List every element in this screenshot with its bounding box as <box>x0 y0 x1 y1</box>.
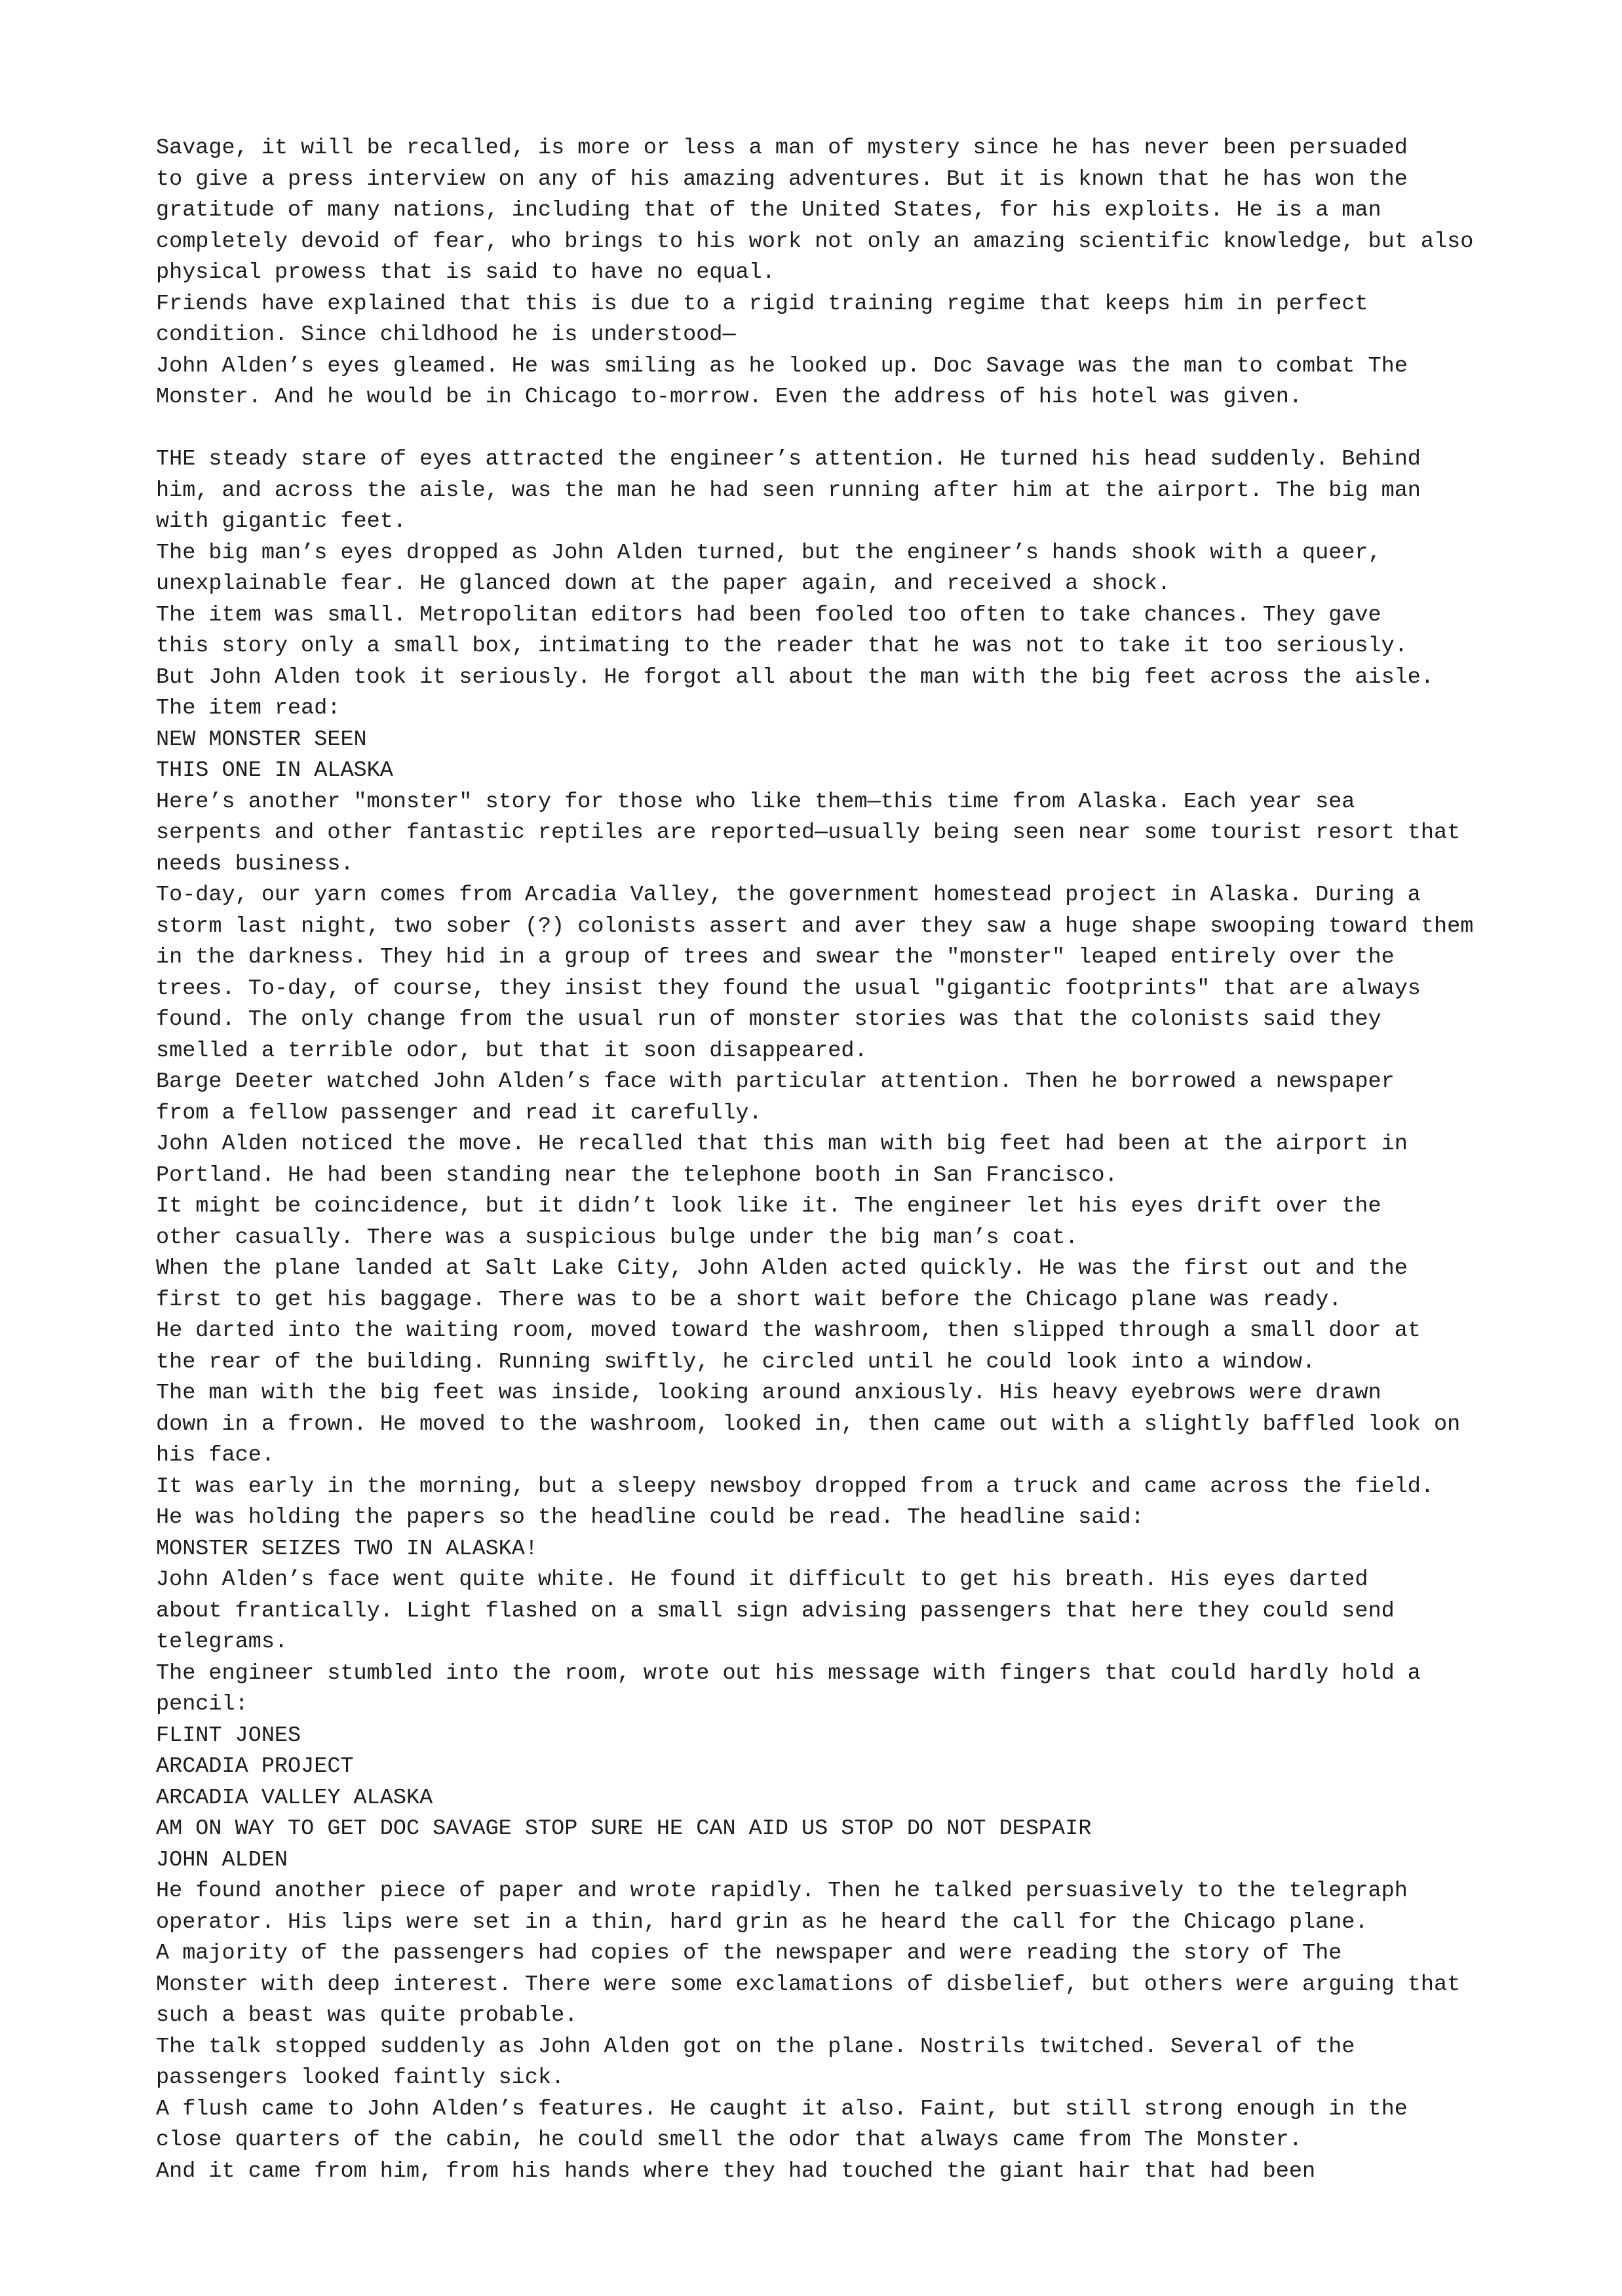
text-line: Savage, it will be recalled, is more or less a man of mystery since he has never been persuaded <box>156 136 1408 161</box>
telegram-line: ARCADIA PROJECT <box>156 1754 354 1779</box>
text-line: It might be coincidence, but it didn’t look like it. The engineer let his eyes drift over the <box>156 1194 1381 1219</box>
news-item-line: Here’s another "monster" story for those who like them—this time from Alaska. Each year sea <box>156 789 1355 814</box>
text-line: He darted into the waiting room, moved toward the washroom, then slipped through a small door at <box>156 1318 1421 1343</box>
news-item-line: storm last night, two sober (?) colonists assert and aver they saw a huge shape swooping toward them <box>156 913 1474 939</box>
text-line: A majority of the passengers had copies of the newspaper and were reading the story of The <box>156 1941 1342 1966</box>
text-line: And it came from him, from his hands where they had touched the giant hair that had been <box>156 2158 1316 2184</box>
telegram-line: AM ON WAY TO GET DOC SAVAGE STOP SURE HE CAN AID US STOP DO NOT DESPAIR <box>156 1816 1092 1841</box>
news-headline: NEW MONSTER SEEN <box>156 727 367 752</box>
text-line: Friends have explained that this is due to a rigid training regime that keeps him in perfect <box>156 291 1368 316</box>
text-line: The item was small. Metropolitan editors had been fooled too often to take chances. They gave <box>156 602 1381 628</box>
text-line: It was early in the morning, but a sleepy newsboy dropped from a truck and came across the field. <box>156 1474 1435 1499</box>
text-line: The big man’s eyes dropped as John Alden turned, but the engineer’s hands shook with a queer, <box>156 540 1381 565</box>
text-line: such a beast was quite probable. <box>156 2003 578 2028</box>
text-line: Barge Deeter watched John Alden’s face with particular attention. Then he borrowed a newspaper <box>156 1069 1395 1094</box>
telegram-line: ARCADIA VALLEY ALASKA <box>156 1785 433 1810</box>
news-item-line: trees. To-day, of course, they insist they found the usual "gigantic footprints" that are always <box>156 976 1421 1001</box>
text-line: The item read: <box>156 696 341 721</box>
text-line: this story only a small box, intimating to the reader that he was not to take it too seriously. <box>156 634 1408 659</box>
text-line: to give a press interview on any of his amazing adventures. But it is known that he has won the <box>156 166 1408 192</box>
news-item-line: found. The only change from the usual run of monster stories was that the colonists said they <box>156 1007 1381 1032</box>
text-line: John Alden noticed the move. He recalled that this man with big feet had been at the airport in <box>156 1132 1408 1157</box>
body-text <box>156 133 1585 2187</box>
news-item-line: To-day, our yarn comes from Arcadia Valley, the government homestead project in Alaska. During a <box>156 883 1421 908</box>
text-line: A flush came to John Alden’s features. He caught it also. Faint, but still strong enough in the <box>156 2096 1408 2122</box>
text-line: him, and across the aisle, was the man he had seen running after him at the airport. The big man <box>156 478 1421 503</box>
text-line: with gigantic feet. <box>156 509 406 534</box>
text-line: condition. Since childhood he is understood— <box>156 322 736 347</box>
telegram-line: JOHN ALDEN <box>156 1847 288 1873</box>
text-line: John Alden’s face went quite white. He found it difficult to get his breath. His eyes darted <box>156 1567 1368 1592</box>
text-line: Portland. He had been standing near the telephone booth in San Francisco. <box>156 1162 1118 1188</box>
news-item-line: serpents and other fantastic reptiles are reported—usually being seen near some tourist resort that <box>156 820 1461 845</box>
text-line: passengers looked faintly sick. <box>156 2065 565 2090</box>
news-item-line: smelled a terrible odor, but that it soon disappeared. <box>156 1038 868 1063</box>
text-line: completely devoid of fear, who brings to his work not only an amazing scientific knowledge, but also <box>156 229 1474 254</box>
newspaper-headline: MONSTER SEIZES TWO IN ALASKA! <box>156 1536 538 1561</box>
news-item-line: needs business. <box>156 851 354 877</box>
text-line: close quarters of the cabin, he could smell the odor that always came from The Monster. <box>156 2128 1302 2152</box>
text-line: pencil: <box>156 1692 248 1717</box>
text-line: the rear of the building. Running swiftly, he circled until he could look into a window. <box>156 1349 1316 1375</box>
text-line: THE steady stare of eyes attracted the engineer’s attention. He turned his head suddenly. Behind <box>156 447 1421 472</box>
section-break <box>156 413 1585 445</box>
text-line: The man with the big feet was inside, looking around anxiously. His heavy eyebrows were drawn <box>156 1381 1381 1406</box>
text-line: But John Alden took it seriously. He forgot all about the man with the big feet across the aisle. <box>156 664 1435 690</box>
text-line: Monster with deep interest. There were some exclamations of disbelief, but others were arguing that <box>156 1972 1461 1997</box>
text-line: telegrams. <box>156 1630 288 1655</box>
text-line: operator. His lips were set in a thin, hard grin as he heard the call for the Chicago plane. <box>156 1909 1368 1935</box>
text-line: When the plane landed at Salt Lake City, John Alden acted quickly. He was the first out and the <box>156 1256 1408 1281</box>
text-line: John Alden’s eyes gleamed. He was smiling as he looked up. Doc Savage was the man to combat The <box>156 353 1408 379</box>
text-line: down in a frown. He moved to the washroom, looked in, then came out with a slightly baffled look on <box>156 1411 1461 1437</box>
text-line: He found another piece of paper and wrote rapidly. Then he talked persuasively to the telegraph <box>156 1879 1408 1904</box>
news-subheadline: THIS ONE IN ALASKA <box>156 758 393 783</box>
text-line: gratitude of many nations, including that of the United States, for his exploits. He is a man <box>156 198 1381 223</box>
news-item-line: in the darkness. They hid in a group of trees and swear the "monster" leaped entirely over the <box>156 945 1395 970</box>
text-line: his face. <box>156 1443 275 1468</box>
text-line: first to get his baggage. There was to be a short wait before the Chicago plane was ready. <box>156 1287 1342 1312</box>
text-line: physical prowess that is said to have no equal. <box>156 260 775 285</box>
telegram-line: FLINT JONES <box>156 1723 301 1748</box>
text-line: unexplainable fear. He glanced down at the paper again, and received a shock. <box>156 571 1170 596</box>
text-line: other casually. There was a suspicious bulge under the big man’s coat. <box>156 1225 1079 1250</box>
text-line: about frantically. Light flashed on a small sign advising passengers that here they could send <box>156 1598 1395 1624</box>
text-line: from a fellow passenger and read it carefully. <box>156 1100 762 1126</box>
text-line: The talk stopped suddenly as John Alden got on the plane. Nostrils twitched. Several of the <box>156 2034 1355 2059</box>
text-line: He was holding the papers so the headline could be read. The headline said: <box>156 1505 1144 1530</box>
text-line: The engineer stumbled into the room, wrote out his message with fingers that could hardly hold a <box>156 1660 1421 1686</box>
text-line: Monster. And he would be in Chicago to-morrow. Even the address of his hotel was given. <box>156 385 1302 410</box>
